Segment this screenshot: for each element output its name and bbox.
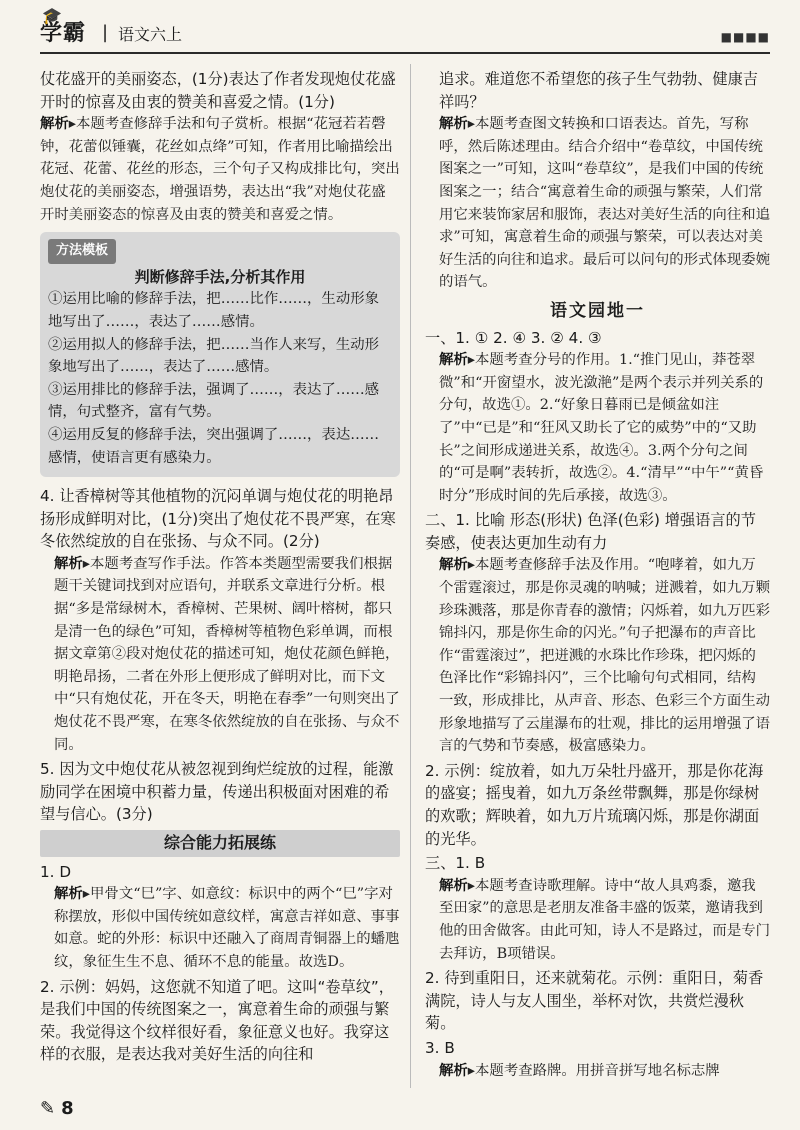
subject-label: 语文六上: [118, 25, 183, 44]
page-number: 8: [61, 1098, 74, 1119]
question-5-answer: 5. 因为文中炮仗花从被忽视到绚烂绽放的过程，能激励同学在困境中积蓄力量，传递出积极面对困难的希望与信心。(3分): [40, 760, 394, 824]
part-3-item-2-answer: 2. 待到重阳日，还来就菊花。示例：重阳日，菊香满院，诗人与友人围坐，举杯对饮，共赏烂漫秋菊。: [425, 969, 764, 1033]
section-answer-2: 2. 示例：妈妈，这您就不知道了吧。这叫“卷草纹”，是我们中国的传统图案之一，寓意着生命的顽强与繁荣。我觉得这个纹样很好看，象征意义也好。我穿这样的衣服，是表达我对美好生活的向往和: [40, 977, 394, 1064]
analysis-block: [40, 553, 400, 756]
arrow-icon: ▸: [82, 886, 91, 903]
analysis-block: [425, 875, 770, 965]
analysis-label: 解析: [439, 116, 468, 133]
analysis-label: 解析: [439, 352, 468, 369]
method-item: ④运用反复的修辞手法，突出强调了……，表达……感情，使语言更有感染力。: [48, 426, 379, 466]
part-2-item-2-answer: 2. 示例：绽放着，如九万朵牡丹盛开，那是你花海的盛宴；摇曳着，如九万条丝带飘舞，那是你绿树的欢歌；辉映着，如九万片琉璃闪烁，那是你湖面的光华。: [425, 761, 764, 848]
right-column: [425, 68, 770, 1082]
page-footer: [40, 1098, 74, 1119]
section-title-yuwen-yuandi: 语文园地一: [550, 300, 645, 321]
analysis-text: 本题考查路牌。用拼音拼写地名标志牌: [475, 1062, 720, 1079]
brand-logo: [40, 6, 87, 47]
arrow-icon: ▸: [467, 877, 476, 894]
analysis-block: [40, 113, 400, 226]
analysis-block: [425, 113, 770, 294]
method-template-box: [40, 232, 400, 477]
question-4-answer: 4. 让香樟树等其他植物的沉闷单调与炮仗花的明艳昂扬形成鲜明对比，(1分)突出了炮仗花不畏严寒，在寒冬依然绽放的自在张扬、与众不同。(2分): [40, 487, 396, 551]
analysis-label: 解析: [54, 555, 83, 572]
part-1-answer: 一、1. ① 2. ④ 3. ② 4. ③: [425, 328, 602, 347]
section-heading-comprehensive: 综合能力拓展练: [40, 830, 400, 857]
graduation-cap-icon: 🎓: [42, 6, 63, 25]
arrow-icon: ▸: [467, 116, 476, 133]
analysis-label: 解析: [40, 116, 69, 133]
analysis-block: [425, 1060, 770, 1083]
arrow-icon: ▸: [467, 352, 476, 369]
method-title: 判断修辞手法,分析其作用: [134, 267, 306, 286]
method-item: ①运用比喻的修辞手法，把……比作……，生动形象地写出了……，表达了……感情。: [48, 291, 379, 330]
answer-continued: 追求。难道您不希望您的孩子生气勃勃、健康吉祥吗？: [439, 70, 758, 111]
analysis-block: [40, 883, 400, 973]
analysis-block: [425, 554, 770, 757]
method-tag: 方法模板: [48, 239, 116, 264]
left-column: [40, 68, 400, 1066]
analysis-label: 解析: [439, 877, 468, 894]
analysis-block: [425, 349, 770, 507]
page-header: [40, 8, 770, 56]
section-answer-1: 1. D: [40, 862, 72, 881]
pencil-icon: ✎: [40, 1098, 56, 1119]
arrow-icon: ▸: [68, 116, 77, 133]
analysis-label: 解析: [439, 1062, 468, 1079]
analysis-text: 本题考查写作手法。作答本类题型需要我们根据题干关键词找到对应语句，并联系文章进行分析。根据“多是常绿树木，香樟树、芒果树、阔叶榕树，都只是清一色的绿色”可知，香樟树等植物色彩单调，而根据文章第②段对炮仗花的描述可知，炮仗花颜色鲜艳，明艳昂扬，二者在外形上便形成了鲜明对比，而下文中“只有炮仗花，开在冬天，明艳在春季”一句则突出了炮仗花不畏严寒，在寒冬依然绽放的自在张扬、与众不同。: [54, 555, 400, 753]
logo-text: 学霸: [40, 21, 87, 46]
header-rule: [40, 52, 770, 54]
column-divider: [410, 64, 411, 1088]
analysis-text: 本题考查分号的作用。1.“推门见山，莽苍翠微”和“开窗望水，波光潋滟”是两个表示并列关系的分句，故选①。2.“好象日暮雨已是倾盆如注了”中“已是”和“狂风又助长了它的威势”中的“又助长”之间形成递进关系，故选④。3.两个分句之间的“可是啊”表转折，故选②。4.“清早”“中午”“黄昏时分”形成时间的先后承接，故选③。: [439, 352, 764, 504]
answer-continued: 仗花盛开的美丽姿态，(1分)表达了作者发现炮仗花盛开时的惊喜及由衷的赞美和喜爱之情。(1分): [40, 70, 396, 111]
analysis-text: 本题考查修辞手法和句子赏析。根据“花冠若若磬钟，花蕾似锤囊，花丝如点绛”可知，作者用比喻描绘出花冠、花蕾、花丝的形态，三个句子又构成排比句，突出炮仗花的美丽姿态，增强语势，表达出“我”对炮仗花盛开时美丽姿态的惊喜及由衷的赞美和喜爱之情。: [40, 116, 400, 223]
arrow-icon: ▸: [82, 555, 91, 572]
analysis-label: 解析: [54, 886, 83, 903]
analysis-label: 解析: [439, 557, 468, 574]
part-3-item-3-answer: 3. B: [425, 1038, 455, 1057]
analysis-text: 甲骨文“巳”字、如意纹：标识中的两个“巳”字对称摆放，形似中国传统如意纹样，寓意吉祥如意、事事如意。蛇的外形：标识中还融入了商周青铜器上的蟠虺纹，象征生生不息、循环不息的能量。故选D。: [54, 886, 400, 970]
analysis-text: 本题考查修辞手法及作用。“咆哮着，如九万个雷霆滚过，那是你灵魂的呐喊；迸溅着，如九万颗珍珠溅落，那是你青春的激情；闪烁着，如九万匹彩锦抖闪，那是你生命的闪光。”句子把瀑布的声音比作“雷霆滚过”，把迸溅的水珠比作珍珠，把闪烁的色泽比作“彩锦抖闪”，三个比喻句句式相同，结构一致，形成排比，从声音、形态、色彩三个方面生动形象地描写了云崖瀑布的壮观，排比的运用增强了语言的气势和节奏感，极富感染力。: [439, 557, 770, 755]
analysis-text: 本题考查图文转换和口语表达。首先，写称呼，然后陈述理由。结合介绍中“卷草纹，中国传统图案之一”可知，这叫“卷草纹”，是我们中国的传统图案之一；结合“寓意着生命的顽强与繁荣，人们常用它来装饰家居和服饰，表达对美好生活的向往和追求”可知，寓意着生命的顽强与繁荣，可以表达对美好生活的向往和追求。最后可以问句的形式体现委婉的语气。: [439, 116, 770, 291]
part-3-answer: 三、1. B: [425, 854, 486, 873]
part-2-answer: 二、1. 比喻 形态(形状) 色泽(色彩) 增强语言的节奏感，使表达更加生动有力: [425, 511, 756, 552]
header-decoration: ■■■■: [720, 30, 770, 44]
method-item: ②运用拟人的修辞手法，把……当作人来写，生动形象地写出了……，表达了……感情。: [48, 336, 379, 376]
analysis-text: 本题考查诗歌理解。诗中“故人具鸡黍，邀我至田家”的意思是老朋友准备丰盛的饭菜，邀请我到他的田舍做客。由此可知，诗人不是路过，而是专门去拜访，B项错误。: [439, 877, 770, 962]
header-separator: |: [102, 22, 109, 43]
arrow-icon: ▸: [467, 557, 476, 574]
method-item: ③运用排比的修辞手法，强调了……，表达了……感情，句式整齐，富有气势。: [48, 381, 379, 421]
arrow-icon: ▸: [467, 1062, 476, 1079]
